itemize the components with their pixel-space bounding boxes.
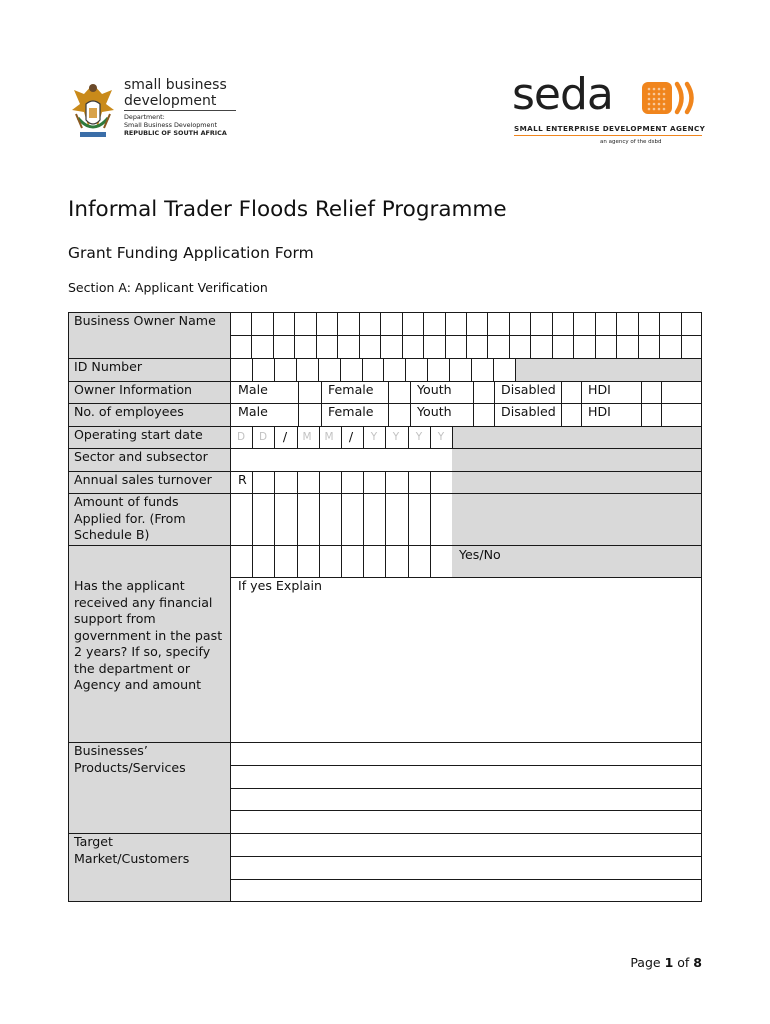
date-separator: / xyxy=(348,429,354,444)
if-yes-explain-label: If yes Explain xyxy=(238,578,323,593)
dsbd-divider xyxy=(124,110,236,111)
owner-youth-label: Youth xyxy=(417,382,452,397)
date-placeholder-d: D xyxy=(236,431,246,443)
owner-disabled-label: Disabled xyxy=(501,382,556,397)
seda-logo-mark xyxy=(640,80,704,116)
label-id-number: ID Number xyxy=(68,358,230,381)
employees-female-label: Female xyxy=(328,404,374,419)
employees-hdi-label: HDI xyxy=(588,404,611,419)
date-placeholder-d: D xyxy=(258,431,268,443)
owner-female-label: Female xyxy=(328,382,374,397)
dsbd-name-line2: development xyxy=(124,93,217,109)
date-placeholder-m: M xyxy=(302,431,312,443)
label-business-owner-name: Business Owner Name xyxy=(68,312,230,358)
label-annual-sales-turnover: Annual sales turnover xyxy=(68,471,230,493)
label-amount-of-funds: Amount of funds Applied for. (From Schedule B) xyxy=(68,493,230,545)
label-target-market: Target Market/Customers xyxy=(68,833,230,902)
date-placeholder-m: M xyxy=(324,431,334,443)
dsbd-dept-name: Small Business Development xyxy=(124,121,218,129)
seda-tagline: an agency of the dsbd xyxy=(600,139,662,145)
page-number: Page 1 of 8 xyxy=(630,955,702,970)
label-operating-start-date: Operating start date xyxy=(68,426,230,448)
label-sector-subsector: Sector and subsector xyxy=(68,448,230,471)
employees-disabled-label: Disabled xyxy=(501,404,556,419)
date-placeholder-y: Y xyxy=(392,431,400,443)
applicant-verification-form xyxy=(68,312,702,902)
date-placeholder-y: Y xyxy=(370,431,378,443)
currency-symbol: R xyxy=(238,472,247,487)
employees-youth-label: Youth xyxy=(417,404,452,419)
seda-wordmark: seda xyxy=(512,69,613,120)
label-owner-information: Owner Information xyxy=(68,381,230,403)
seda-divider xyxy=(514,135,702,136)
date-placeholder-y: Y xyxy=(415,431,423,443)
owner-male-label: Male xyxy=(238,382,268,397)
seda-full-name: SMALL ENTERPRISE DEVELOPMENT AGENCY xyxy=(514,124,706,133)
label-products-services: Businesses’ Products/Services xyxy=(68,742,230,833)
date-separator: / xyxy=(282,429,288,444)
dsbd-name-line1: small business xyxy=(124,77,227,93)
label-financial-support: Has the applicant received any financial support from government in the past 2 years? If so, specify the department or Agency and amount xyxy=(74,578,223,692)
owner-hdi-label: HDI xyxy=(588,382,611,397)
employees-male-label: Male xyxy=(238,404,268,419)
dsbd-country: REPUBLIC OF SOUTH AFRICA xyxy=(124,129,227,137)
section-heading: Section A: Applicant Verification xyxy=(68,280,268,295)
date-placeholder-y: Y xyxy=(437,431,445,443)
dsbd-name xyxy=(124,77,227,109)
yes-no-label: Yes/No xyxy=(459,547,501,562)
dsbd-dept-label: Department: xyxy=(124,113,165,121)
dsbd-department-block xyxy=(124,113,227,137)
form-grid-lines xyxy=(68,312,702,902)
page-title: Informal Trader Floods Relief Programme xyxy=(68,197,507,222)
label-no-of-employees: No. of employees xyxy=(68,403,230,426)
dsbd-coat-of-arms-logo xyxy=(68,78,118,142)
page-subtitle: Grant Funding Application Form xyxy=(68,244,314,262)
